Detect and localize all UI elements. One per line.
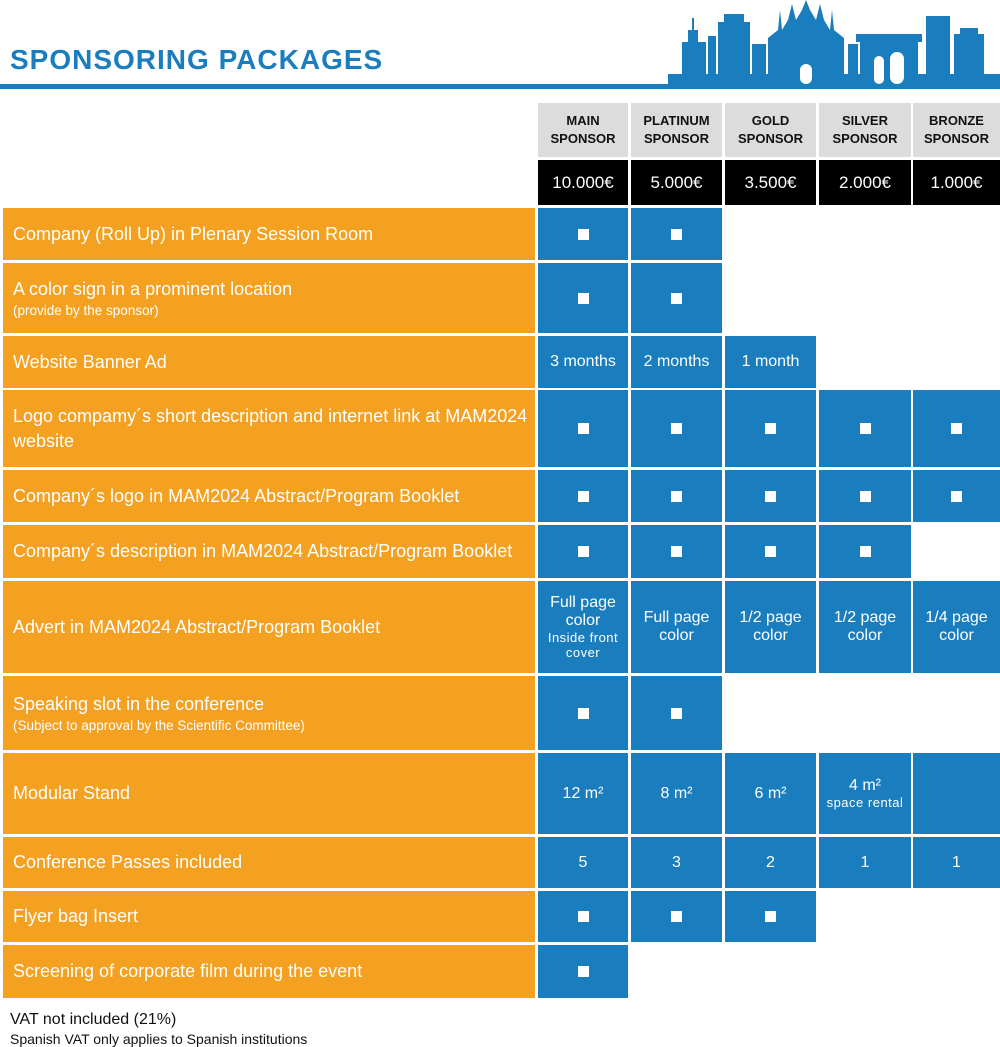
- benefit-cell: [725, 581, 816, 673]
- benefit-cell: [725, 470, 816, 522]
- included-check-icon: [860, 546, 871, 557]
- benefit-cell: [538, 676, 628, 750]
- benefit-label: [3, 390, 535, 467]
- benefit-name: Company (Roll Up) in Plenary Session Room: [13, 223, 374, 244]
- benefit-cell: [913, 581, 1000, 673]
- benefit-value: 12 m²: [562, 784, 604, 802]
- benefit-cell: [538, 336, 628, 388]
- included-check-icon: [951, 491, 962, 502]
- benefit-label: [3, 470, 535, 522]
- benefit-value: 1/2 page color: [739, 609, 802, 644]
- benefit-note: (Subject to approval by the Scientific Committee): [13, 718, 305, 733]
- tier-price: 3.500€: [725, 160, 816, 205]
- benefit-cell: [631, 525, 722, 578]
- benefit-label: [3, 581, 535, 673]
- benefit-cell: [631, 837, 722, 888]
- tier-price: 10.000€: [538, 160, 628, 205]
- included-check-icon: [765, 546, 776, 557]
- tier-name-line: PLATINUM: [643, 113, 710, 128]
- tier-name-line: SPONSOR: [550, 131, 616, 146]
- included-check-icon: [671, 293, 682, 304]
- benefit-label: [3, 945, 535, 998]
- benefit-value: 3 months: [550, 353, 616, 370]
- milan-skyline-illustration: [668, 0, 1000, 84]
- benefit-cell: [913, 390, 1000, 467]
- tier-price: 5.000€: [631, 160, 722, 205]
- tier-name: [913, 103, 1000, 157]
- benefit-cell: [631, 470, 722, 522]
- benefit-label: [3, 891, 535, 942]
- benefit-cell: [725, 891, 816, 942]
- included-check-icon: [671, 546, 682, 557]
- benefit-cell: [538, 581, 628, 673]
- benefit-label: [3, 753, 535, 834]
- benefit-name: Conference Passes included: [13, 852, 243, 872]
- benefit-name: Logo compamy´s short description and internet link at MAM2024 website: [13, 405, 528, 451]
- benefit-cell: [538, 525, 628, 578]
- included-check-icon: [578, 911, 589, 922]
- page-title: SPONSORING PACKAGES: [10, 44, 384, 75]
- tier-name-line: MAIN: [566, 113, 600, 128]
- benefit-name: Flyer bag Insert: [13, 906, 139, 926]
- benefit-cell: [631, 753, 722, 834]
- benefit-cell: [819, 753, 911, 834]
- benefit-value: 3: [672, 853, 681, 871]
- vat-note-detail: Spanish VAT only applies to Spanish institutions: [10, 1031, 308, 1047]
- tier-price: 1.000€: [913, 160, 1000, 205]
- benefit-value: Full page color: [550, 594, 616, 629]
- benefit-cell: [538, 891, 628, 942]
- included-check-icon: [578, 293, 589, 304]
- benefit-cell: [631, 676, 722, 750]
- benefit-value: 6 m²: [754, 784, 787, 802]
- included-check-icon: [578, 708, 589, 719]
- benefit-cell: [725, 525, 816, 578]
- benefit-label: [3, 525, 535, 578]
- tier-name-line: SPONSOR: [832, 131, 898, 146]
- benefit-value-note: Inside front cover: [547, 630, 619, 660]
- included-check-icon: [671, 491, 682, 502]
- benefit-cell: [725, 837, 816, 888]
- benefit-cell: [913, 470, 1000, 522]
- benefit-label: [3, 208, 535, 260]
- included-check-icon: [671, 708, 682, 719]
- benefit-cell: [538, 208, 628, 260]
- benefit-value: 2: [766, 853, 775, 871]
- benefit-value: 5: [578, 853, 588, 871]
- included-check-icon: [765, 911, 776, 922]
- benefit-cell: [538, 837, 628, 888]
- tier-name: [819, 103, 911, 157]
- benefit-cell: [725, 390, 816, 467]
- benefit-value: 1/2 page color: [833, 609, 897, 644]
- benefit-cell: [913, 753, 1000, 834]
- included-check-icon: [578, 966, 589, 977]
- title-underline: [0, 84, 1000, 89]
- benefit-name: Speaking slot in the conference: [13, 694, 265, 714]
- benefit-cell: [631, 390, 722, 467]
- benefit-name: Screening of corporate film during the event: [13, 961, 363, 981]
- included-check-icon: [671, 911, 682, 922]
- benefit-label: [3, 336, 535, 388]
- benefit-cell: [538, 945, 628, 998]
- benefit-value: 1/4 page color: [925, 609, 988, 644]
- included-check-icon: [860, 491, 871, 502]
- benefit-cell: [819, 837, 911, 888]
- benefit-cell: [631, 891, 722, 942]
- benefit-cell: [725, 753, 816, 834]
- benefit-cell: [631, 208, 722, 260]
- benefit-name: Advert in MAM2024 Abstract/Program Booklet: [13, 616, 381, 637]
- benefit-cell: [538, 263, 628, 333]
- tier-price: 2.000€: [819, 160, 911, 205]
- benefit-cell: [819, 390, 911, 467]
- tier-name-line: GOLD: [751, 113, 790, 128]
- tier-name: [538, 103, 628, 157]
- benefit-name: Company´s description in MAM2024 Abstract/Program Booklet: [13, 541, 513, 561]
- tier-name-line: SILVER: [842, 113, 888, 128]
- benefit-label: [3, 263, 535, 333]
- benefit-cell: [538, 753, 628, 834]
- benefit-value-note: space rental: [826, 795, 904, 810]
- included-check-icon: [578, 491, 589, 502]
- tier-name: [725, 103, 816, 157]
- tier-name-line: SPONSOR: [643, 131, 709, 146]
- benefit-cell: [913, 837, 1000, 888]
- benefit-cell: [631, 263, 722, 333]
- benefit-cell: [631, 581, 722, 673]
- benefit-value: 8 m²: [660, 784, 693, 802]
- tier-name-line: SPONSOR: [737, 131, 803, 146]
- benefit-label: [3, 676, 535, 750]
- benefit-note: (provide by the sponsor): [13, 303, 159, 318]
- benefit-value: 2 months: [643, 353, 710, 370]
- included-check-icon: [578, 423, 589, 434]
- benefit-value: 1: [860, 853, 870, 871]
- benefit-name: Website Banner Ad: [13, 351, 167, 372]
- benefit-label: [3, 837, 535, 888]
- benefit-name: Company´s logo in MAM2024 Abstract/Program Booklet: [13, 485, 460, 506]
- benefit-cell: [819, 581, 911, 673]
- benefit-cell: [819, 470, 911, 522]
- benefit-cell: [538, 470, 628, 522]
- tier-name-line: SPONSOR: [923, 131, 989, 146]
- benefit-value: Full page color: [643, 609, 710, 644]
- included-check-icon: [860, 423, 871, 434]
- benefit-cell: [819, 525, 911, 578]
- included-check-icon: [951, 423, 962, 434]
- tier-name: [631, 103, 722, 157]
- vat-note: VAT not included (21%): [10, 1011, 177, 1028]
- benefit-cell: [725, 336, 816, 388]
- benefit-name: Modular Stand: [13, 783, 131, 803]
- tier-name-line: BRONZE: [929, 113, 984, 128]
- benefit-cell: [538, 390, 628, 467]
- benefit-cell: [631, 336, 722, 388]
- benefit-value: 4 m²: [849, 777, 881, 794]
- included-check-icon: [765, 423, 776, 434]
- included-check-icon: [578, 229, 589, 240]
- benefit-value: 1 month: [741, 353, 800, 370]
- included-check-icon: [578, 546, 589, 557]
- included-check-icon: [671, 423, 682, 434]
- benefit-name: A color sign in a prominent location: [13, 279, 293, 299]
- included-check-icon: [671, 229, 682, 240]
- included-check-icon: [765, 491, 776, 502]
- benefit-value: 1: [952, 853, 961, 871]
